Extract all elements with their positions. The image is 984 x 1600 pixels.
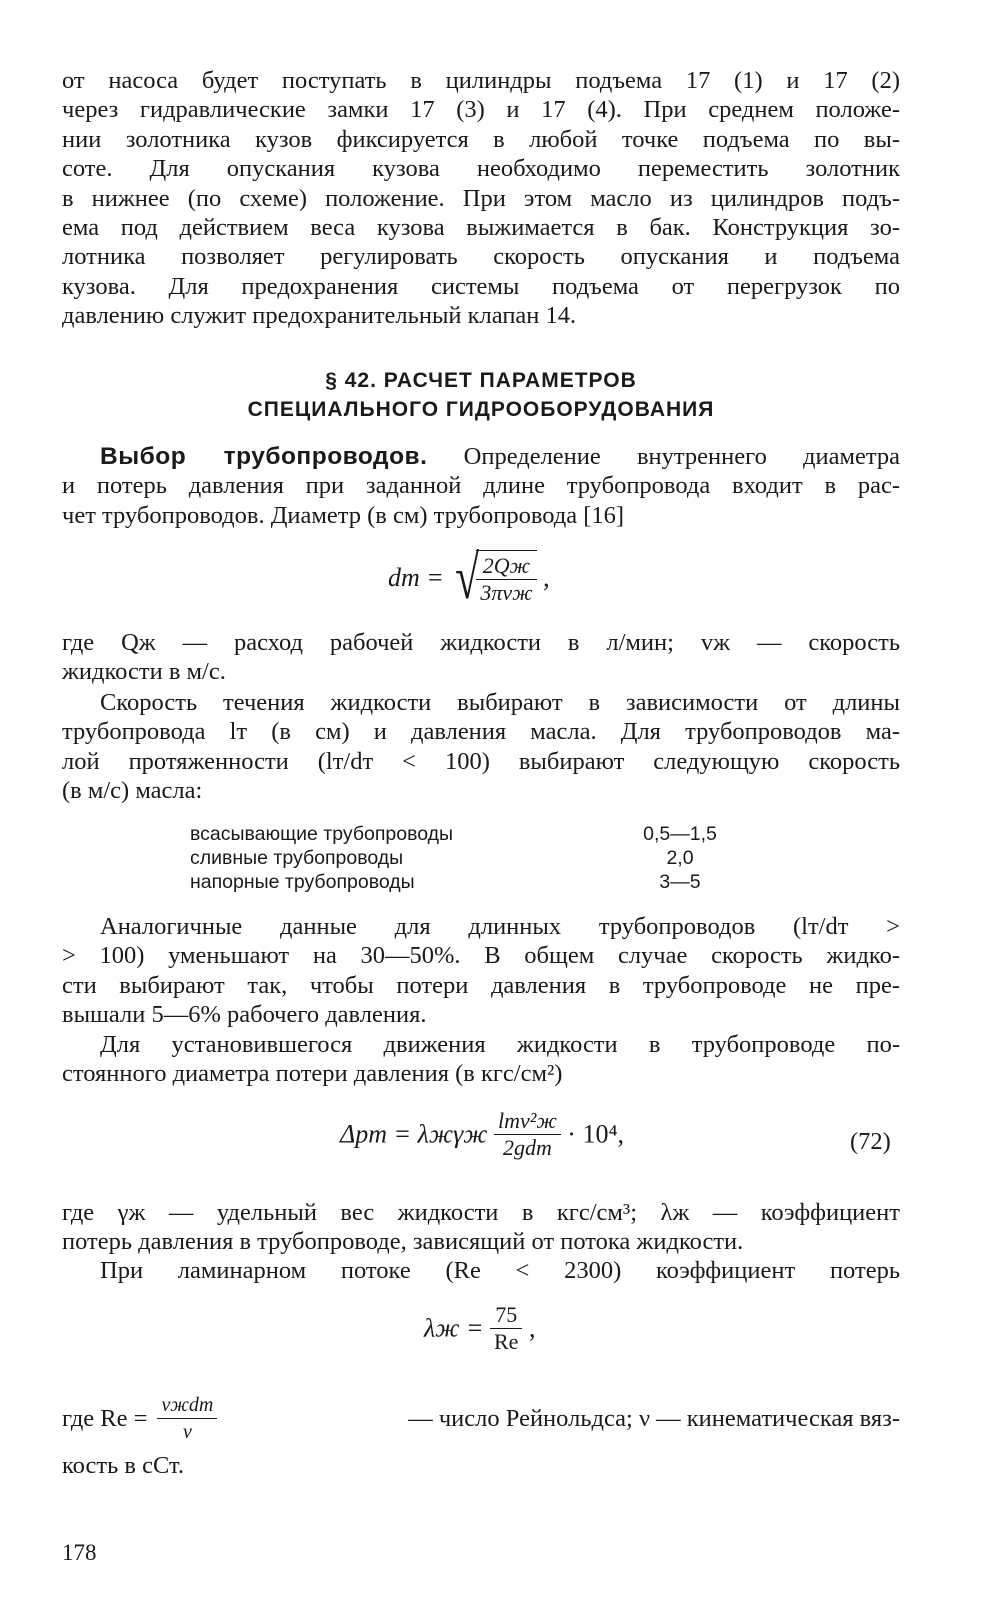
text-line: соте. Для опускания кузова необходимо переместить золотник [62,155,900,183]
radical-sign-icon: √ [455,544,480,612]
text-line [62,442,900,471]
text-line: ема под действием веса кузова выжимается в бак. Конструкция зо- [62,214,900,242]
text-line: через гидравлические замки 17 (3) и 17 (4). При среднем положе- [62,96,900,124]
speed-table [190,822,750,894]
fraction [494,1108,561,1161]
formula-lhs: λж = [424,1313,484,1343]
reynolds-fraction [157,1392,217,1445]
table-value: 2,0 [666,847,694,869]
formula-lambda [424,1302,535,1355]
paragraph-8 [62,1256,900,1285]
text-line: сти выбирают так, чтобы потери давления в трубопроводе не пре- [62,971,900,999]
table-row [190,870,750,894]
page-number: 178 [62,1540,97,1565]
paragraph-6 [62,1030,900,1089]
numerator: lтv²ж [494,1108,561,1135]
table-row [190,846,750,870]
paragraph-2 [62,442,900,530]
numerator: 2Qж [476,553,536,580]
denominator: 3πvж [480,580,533,605]
text-line: давлению служит предохранительный клапан 14. [62,302,577,330]
denominator: 2gdт [502,1135,552,1160]
text-line: (в м/с) масла: [62,777,203,805]
denominator: Re [494,1329,519,1354]
formula-pressure-loss [340,1108,624,1161]
text-line: Для установившегося движения жидкости в трубопроводе по- [100,1031,900,1058]
fraction [490,1302,522,1355]
square-root [450,544,536,612]
paragraph-lead: Выбор трубопроводов. [100,443,428,470]
radicand [476,550,536,606]
table-value: 0,5—1,5 [643,823,717,845]
table-label: всасывающие трубопроводы [190,823,454,845]
formula-tail: · 10⁴, [567,1119,625,1149]
text-line: где γж — удельный вес жидкости в кгс/см³; λж — коэффициент [62,1199,900,1226]
text-line: нии золотника кузов фиксируется в любой точке подъема по вы- [62,125,900,153]
equation-number: (72) [850,1128,891,1155]
numerator: 75 [490,1302,522,1329]
table-row [190,822,750,846]
formula-lhs: dт = [388,563,444,592]
text-line: в нижнее (по схеме) положение. При этом масло из цилиндров подъ- [62,184,900,212]
formula-tail: , [528,1313,536,1343]
text-line: потерь давления в трубопроводе, зависящий от потока жидкости. [62,1228,744,1256]
denominator: ν [182,1421,192,1443]
heading-line-2: СПЕЦИАЛЬНОГО ГИДРООБОРУДОВАНИЯ [247,398,715,421]
text-line: При ламинарном потоке (Re < 2300) коэффициент потерь [100,1257,900,1284]
text-line: лотника позволяет регулировать скорость опускания и подъема [62,243,900,271]
text-line: и потерь давления при заданной длине трубопровода входит в рас- [62,472,900,500]
text-line: где Qж — расход рабочей жидкости в л/мин; vж — скорость [62,629,900,656]
table-label: сливные трубопроводы [190,847,404,869]
paragraph-7 [62,1198,900,1257]
paragraph-9 [62,1392,900,1480]
text-line: чет трубопроводов. Диаметр (в см) трубопровода [16] [62,501,625,529]
text-line: > 100) уменьшают на 30—50%. В общем случае скорость жидко- [62,942,900,970]
paragraph-3 [62,628,900,687]
formula-diameter [388,544,550,612]
text-line: стоянного диаметра потери давления (в кгс/см²) [62,1060,563,1088]
paragraph-1 [62,66,900,331]
text-line: кость в сСт. [62,1452,184,1479]
section-heading [62,366,900,424]
text-line: лой протяженности (lт/dт < 100) выбирают следующую скорость [62,747,900,775]
text-line [62,1392,900,1445]
text-line: Скорость течения жидкости выбирают в зависимости от длины [100,689,900,716]
heading-line-1: § 42. РАСЧЕТ ПАРАМЕТРОВ [325,369,637,392]
formula-lhs: Δpт = λжγж [340,1119,488,1149]
text-line: жидкости в м/с. [62,658,226,686]
table-label: напорные трубопроводы [190,871,415,893]
table-value: 3—5 [659,871,701,893]
text-line: от насоса будет поступать в цилиндры подъема 17 (1) и 17 (2) [62,67,900,94]
paragraph-5 [62,912,900,1030]
text-line: трубопровода lт (в см) и давления масла. Для трубопроводов ма- [62,718,900,746]
text-line: Аналогичные данные для длинных трубопроводов (lт/dт > [100,913,900,940]
formula-tail: , [543,563,550,592]
text-line: кузова. Для предохранения системы подъема от перегрузок по [62,272,900,300]
text-run: где Re = [62,1404,148,1432]
text-run: Определение внутреннего диаметра [427,443,900,470]
text-line: вышали 5—6% рабочего давления. [62,1001,427,1029]
fraction [476,553,536,606]
text-run: — число Рейнольдса; ν — кинематическая вяз- [408,1404,900,1432]
numerator: vжdт [157,1392,217,1419]
paragraph-4 [62,688,900,806]
